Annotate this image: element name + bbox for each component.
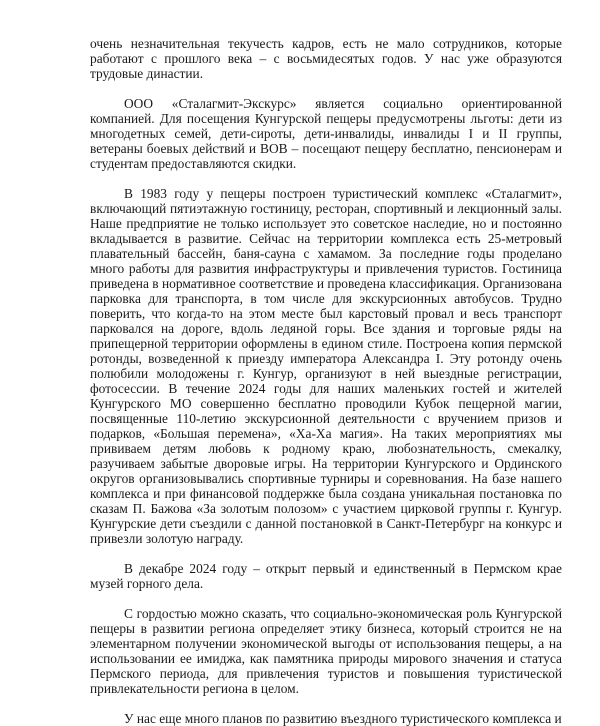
- paragraph-tourist-complex: В 1983 году у пещеры построен туристический комплекс «Сталагмит», включающий пятиэтажную гостиницу, ресторан, спортивный и лекционный залы. Наше предприятие не только использует это советское наследие, но и постоянно вкладывается в развитие. Сейчас на территории комплекса есть 25-метровый плавательный бассейн, баня-сауна с хамамом. За последние годы проделано много работы для развития инфраструктуры и привлечения туристов. Гостиница приведена в нормативное соответствие и проведена классификация. Организована парковка для транспорта, в том числе для экскурсионных автобусов. Трудно поверить, что когда-то на этом месте был карстовый провал и весь транспорт парковался на дороге, вдоль ледяной горы. Все здания и торговые ряды на припещерной территории оформлены в едином стиле. Построена копия пермской ротонды, возведенной к приезду императора Александра I. Эту ротонду очень полюбили молодожены г. Кунгур, организуют в ней выездные регистрации, фотосессии. В течение 2024 годы для наших маленьких гостей и жителей Кунгурского МО совершенно бесплатно проводили Кубок пещерной магии, посвященные 110-летию экскурсионной деятельности с вручением призов и подарков, «Большая перемена», «Ха-Ха магия». На таких мероприятиях мы прививаем детям любовь к родному краю, любознательность, смекалку, разучиваем забытые дворовые игры. На территории Кунгурского и Ординского округов организовывались спортивные турниры и соревнования. На базе нашего комплекса и при финансовой поддержке была создана уникальная постановка по сказам П. Бажова «За золотым полозом» с участием цирковой группы г. Кунгур. Кунгурские дети съездили с данной постановкой в Санкт-Петербург на конкурс и привезли золотую награду.: [90, 186, 562, 546]
- paragraph-social-benefits: ООО «Сталагмит-Экскурс» является социально ориентированной компанией. Для посещения Кунгурской пещеры предусмотрены льготы: дети из многодетных семей, дети-сироты, дети-инвалиды, инвалиды I и II группы, ветераны боевых действий и ВОВ – посещают пещеру бесплатно, пенсионерам и студентам предоставляются скидки.: [90, 96, 562, 171]
- paragraph-economic-role: С гордостью можно сказать, что социально-экономическая роль Кунгурской пещеры в развитии региона определяет этику бизнеса, который строится не на элементарном получении экономической выгоды от использования пещеры, а на использовании ее имиджа, как памятника природы мирового значения и статуса Пермского периода, для привлечения туристов и повышения туристической привлекательности региона в целом.: [90, 606, 562, 696]
- paragraph-mining-museum: В декабре 2024 году – открыт первый и единственный в Пермском крае музей горного дела.: [90, 561, 562, 591]
- paragraph-future-plans: У нас еще много планов по развитию въездного туристического комплекса и: [124, 711, 562, 726]
- document-body: [90, 36, 562, 726]
- paragraph-staff-turnover: очень незначительная текучесть кадров, есть не мало сотрудников, которые работают с прошлого века – с восьмидесятых годов. У нас уже образуются трудовые династии.: [90, 36, 562, 81]
